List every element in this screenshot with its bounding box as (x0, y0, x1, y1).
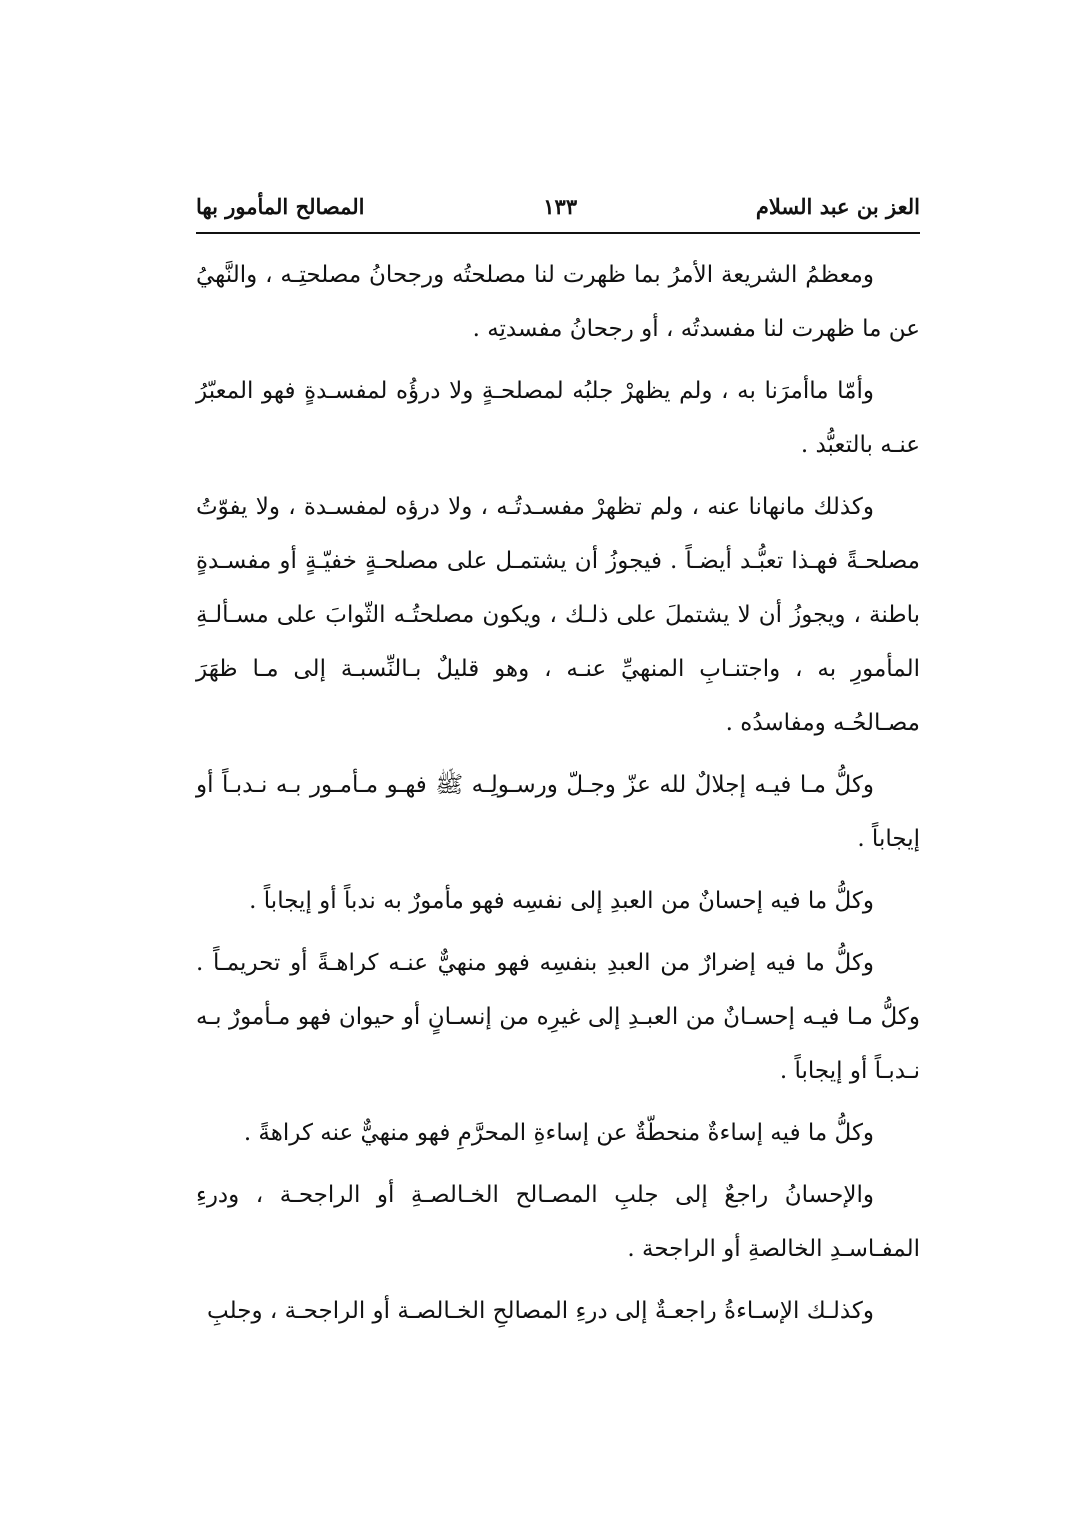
page-header (196, 186, 920, 226)
header-author: العز بن عبد السلام (755, 193, 920, 219)
paragraph-7: وكلُّ ما فيه إساءةٌ منحطّةٌ عن إساءةِ المحرَّمِ فهو منهيٌّ عنه كراهةً . (243, 1120, 874, 1146)
paragraph-1: ومعظمُ الشريعة الأمرُ بما ظهرت لنا مصلحتُه ورجحانُ مصلحتِـه ، والنَّهيُ عن ما ظهرت لنا مفسدتُه ، أو رجحانُ مفسدتِه . (196, 262, 920, 342)
paragraph-3: وكذلك مانهانا عنه ، ولم تظهرْ مفسـدتُـه ، ولا درؤه لمفسـدة ، ولا يفوّتُ مصلحـةً فهـذا تعبُّـد أيضـاً . فيجوزُ أن يشتمـل على مصلحـةٍ خفيّـةٍ أو مفسـدةٍ باطنة ، ويجوزُ أن لا يشتملَ على ذلـك ، ويكون مصلحتُـه الثّوابَ على مسـألـةِ المأمورِ به ، واجتنـابِ المنهيِّ عنـه ، وهو قليلٌ بـالنِّسبـة إلى مـا ظهَرَ مصـالحُـه ومفاسدُه . (196, 494, 920, 736)
paragraph-2: وأمّا ماأمرَنا به ، ولم يظهرْ جلبُه لمصلحـةٍ ولا درؤُه لمفسـدةٍ فهو المعبّرُ عنـه بالتعبُّد . (196, 378, 920, 458)
paragraph-9: وكذلـك الإسـاءةُ راجعـةٌ إلى درءِ المصالحِ الخـالصـة أو الراجحـة ، وجلبِ (207, 1298, 874, 1324)
paragraph-4: وكلُّ مـا فيـه إجلالٌ لله عزّ وجـلّ ورسـولِـه ﷺ فهـو مـأمـور بـه نـدبـاً أو إيجاباً . (196, 772, 920, 852)
body-text (196, 248, 920, 1346)
header-section-title: المصالح المأمور بها (196, 193, 365, 219)
paragraph-5: وكلُّ ما فيه إحسانٌ من العبدِ إلى نفسِه فهو مأمورٌ به ندباً أو إيجاباً . (249, 888, 874, 914)
header-rule (196, 232, 920, 234)
paragraph-8: والإحسانُ راجعٌ إلى جلبِ المصـالح الخـالصـةِ أو الراجحـة ، ودرءِ المفـاسـدِ الخالصةِ أو الراجحة . (196, 1182, 920, 1262)
paragraph-6: وكلُّ ما فيه إضرارٌ من العبدِ بنفسِه فهو منهيٌّ عنـه كراهـةً أو تحريمـاً . وكلُّ مـا فيـه إحسـانٌ من العبـدِ إلى غيرِه من إنسـانٍ أو حيوان فهو مـأمورٌ بـه نـدبـاً أو إيجاباً . (196, 950, 920, 1084)
header-page-number: ١٣٣ (543, 193, 578, 219)
